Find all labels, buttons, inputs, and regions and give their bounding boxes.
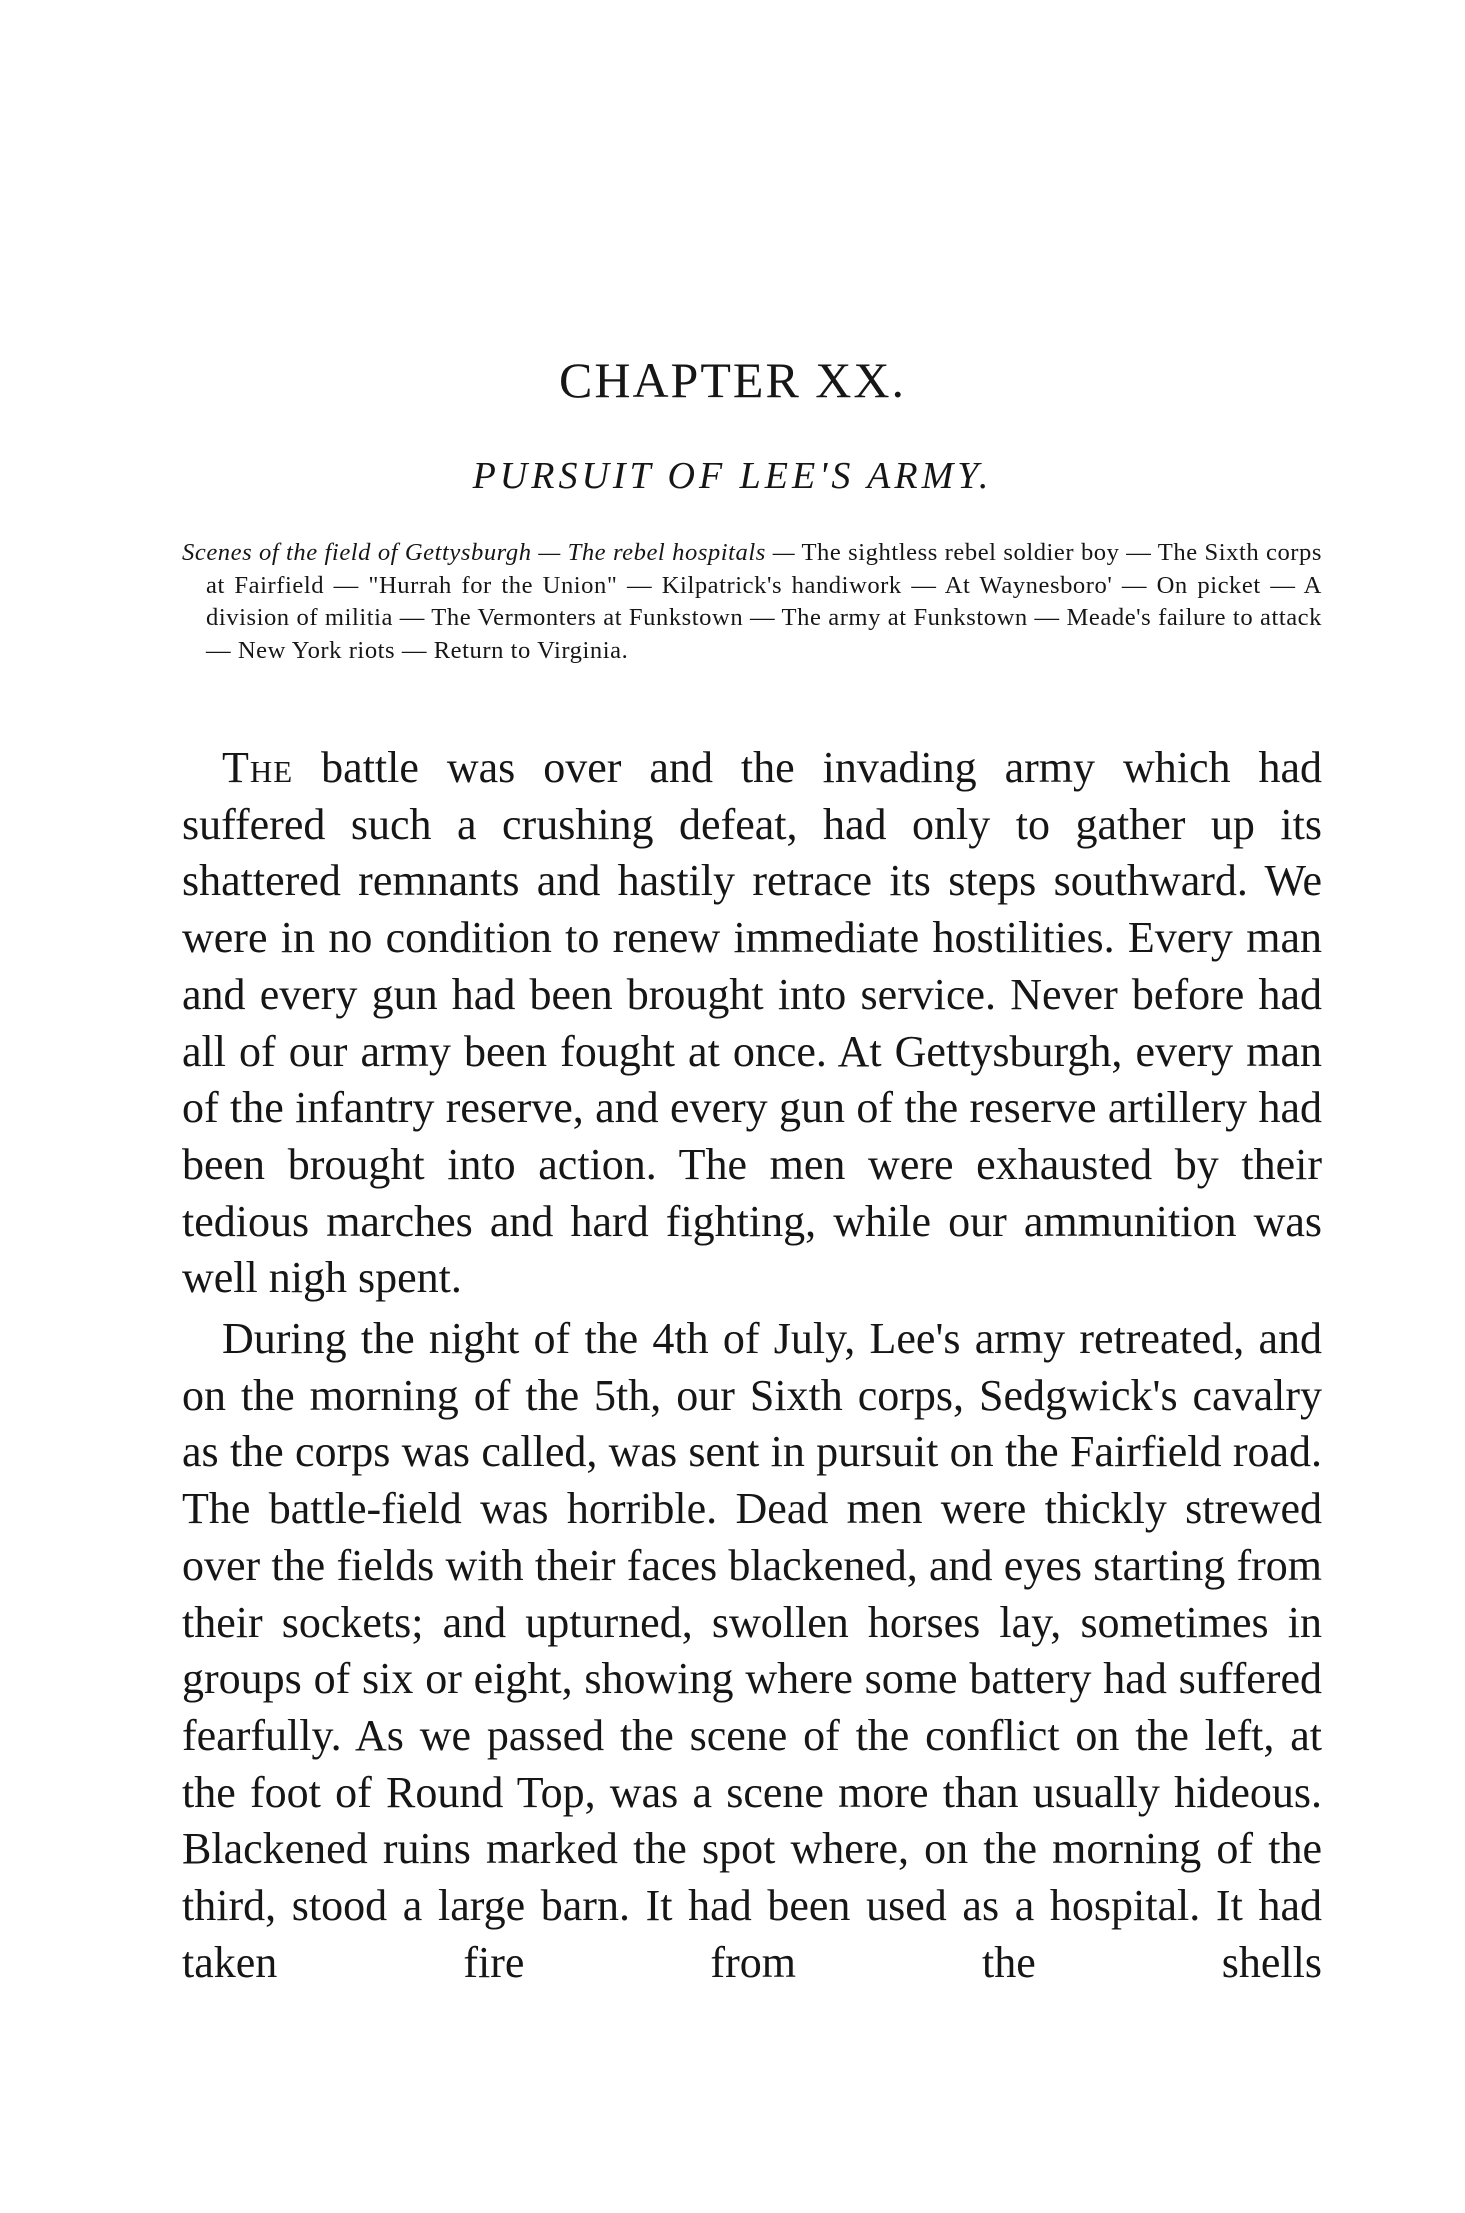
paragraph-2: During the night of the 4th of July, Lee's army retreated, and on the morning of the 5th, our Sixth corps, Sedgwick's cavalry as the corps was called, was sent in pursuit on the Fairfield road. The battle-field was horrible. Dead men were thickly strewed over the fields with their faces blackened, and eyes starting from their sockets; and upturned, swollen horses lay, sometimes in groups of six or eight, showing where some battery had suffered fearfully. As we passed the scene of the conflict on the left, at the foot of Round Top, was a scene more than usually hideous. Blackened ruins marked the spot where, on the morning of the third, stood a large barn. It had been used as a hospital. It had taken fire from the shells — [182, 1314, 1322, 1987]
synopsis-italic-text: Scenes of the field of Gettysburgh — The rebel hospitals — — [182, 539, 796, 566]
synopsis-text: The sightless rebel soldier boy — The Sixth corps at Fairfield — "Hurrah for the Union" — Kilpatrick's handiwork — At Waynesboro' — On picket — A division of militia — The Vermonters at Funkstown — The army at Funkstown — Meade's failure to attack — New York riots — Return to Virginia. — [206, 539, 1322, 664]
chapter-title: PURSUIT OF LEE'S ARMY. — [472, 455, 993, 497]
paragraph-1-lead-word: The — [222, 743, 294, 792]
body-text — [182, 740, 1322, 1991]
chapter-heading: CHAPTER XX. — [558, 352, 907, 408]
chapter-synopsis — [182, 537, 1322, 667]
paragraph-1-text: battle was over and the invading army which had suffered such a crushing defeat, had only to gather up its shattered remnants and hastily retrace its steps southward. We were in no condition to renew immediate hostilities. Every man and every gun had been brought into service. Never before had all of our army been fought at once. At Gettysburgh, every man of the infantry reserve, and every gun of the reserve artillery had been brought into action. The men were exhausted by their tedious marches and hard fighting, while our ammunition was well nigh spent. — [182, 743, 1322, 1303]
paragraph-1 — [182, 740, 1322, 1307]
